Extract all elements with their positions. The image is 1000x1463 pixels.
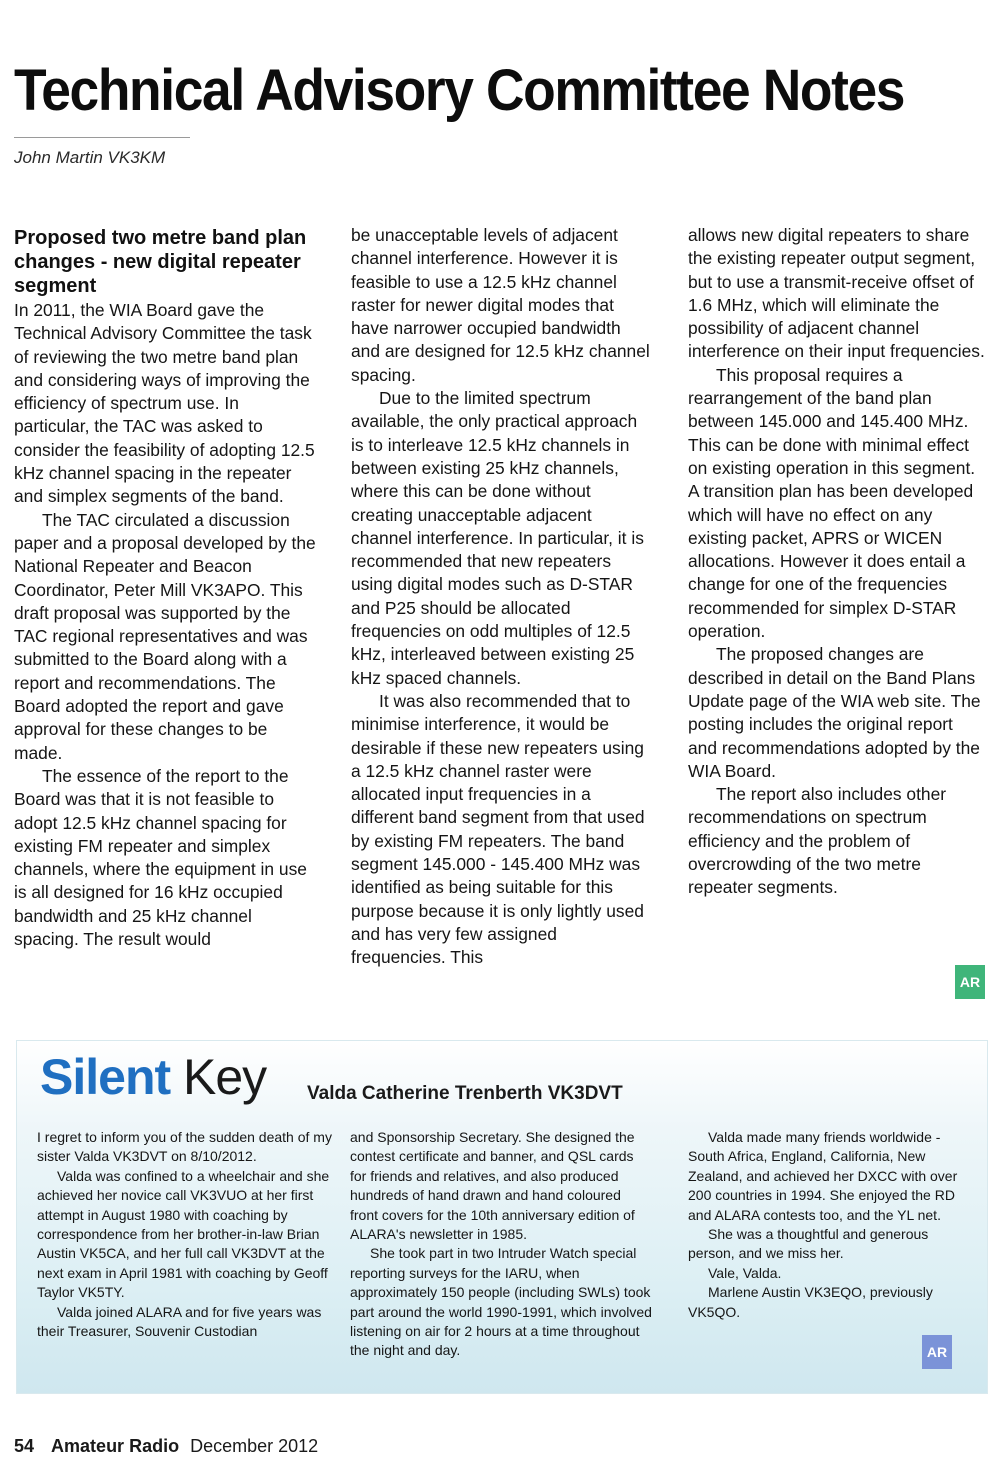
page-number: 54 — [14, 1436, 35, 1456]
paragraph: I regret to inform you of the sudden death of my sister Valda VK3DVT on 8/10/2012. — [37, 1129, 332, 1165]
paragraph: Marlene Austin VK3EQO, previously VK5QO. — [688, 1284, 933, 1320]
issue-date: December 2012 — [190, 1436, 319, 1456]
paragraph: be unacceptable levels of adjacent channel interference. However it is feasible to use a 12.5 kHz channel raster for newer digital modes that have narrower occupied bandwidth and are designed for 12.5 kHz channel spacing. — [351, 225, 650, 385]
paragraph: The TAC circulated a discussion paper and a proposal developed by the National Repeater and Beacon Coordinator, Peter Mill VK3APO. This draft proposal was supported by the TAC regional representatives and was submitted to the Board along with a report and recommendations. The Board adopted the report and gave approval for these changes to be made. — [14, 509, 316, 763]
silent-key-name: Valda Catherine Trenberth VK3DVT — [307, 1083, 623, 1104]
paragraph: Vale, Valda. — [708, 1264, 782, 1281]
paragraph: Valda was confined to a wheelchair and she achieved her novice call VK3VUO at her first attempt in August 1980 with coaching by correspondence from her brother-in-law Brian Austin VK5CA, and her full call VK3DVT at the next exam in April 1981 with coaching by Geoff Taylor VK5TY. — [37, 1167, 330, 1301]
paragraph: It was also recommended that to minimise interference, it would be desirable if these new repeaters using a 12.5 kHz channel raster were allocated input frequencies in a different band segment from that used by existing FM repeaters. The band segment 145.000 - 145.400 MHz was identified as being suitable for this purpose because it is only lightly used and has very few assigned frequencies. This — [351, 690, 645, 968]
ar-end-mark-icon: AR — [955, 965, 985, 999]
silent-key-column-1 — [37, 1128, 337, 1341]
article-column-3 — [688, 224, 986, 900]
article-column-2 — [351, 224, 653, 970]
paragraph: The report also includes other recommendations on spectrum efficiency and the problem of overcrowding of the two metre repeater segments. — [688, 784, 947, 898]
article-title: Technical Advisory Committee Notes — [14, 58, 905, 123]
author-byline: John Martin VK3KM — [14, 148, 166, 167]
page-footer — [14, 1436, 318, 1457]
ar-end-mark-icon: AR — [922, 1335, 952, 1369]
paragraph: The proposed changes are described in detail on the Band Plans Update page of the WIA web site. The posting includes the original report and recommendations adopted by the WIA Board. — [688, 644, 981, 781]
paragraph: Valda made many friends worldwide - South Africa, England, California, New Zealand, and achieved her DXCC with over 200 countries in 1994. She enjoyed the RD and ALARA contests too, and the YL net. — [688, 1129, 958, 1223]
paragraph: allows new digital repeaters to share the existing repeater output segment, but to use a transmit-receive offset of 1.6 MHz, which will eliminate the possibility of adjacent channel interference on their input frequencies. — [688, 225, 985, 362]
magazine-name: Amateur Radio — [51, 1436, 180, 1456]
paragraph: She was a thoughtful and generous person, and we miss her. — [688, 1226, 929, 1262]
paragraph: Due to the limited spectrum available, the only practical approach is to interleave 12.5 kHz channels in between existing 25 kHz channels, where this can be done without creating unacceptable adjacent channel interference. In particular, it is recommended that new repeaters using digital modes such as D-STAR and P25 should be allocated frequencies on odd multiples of 12.5 kHz, interleaved between existing 25 kHz spaced channels. — [351, 388, 644, 688]
paragraph: and Sponsorship Secretary. She designed the contest certificate and banner, and QSL cards for friends and relatives, and also produced hundreds of hand drawn and hand coloured front covers for the 10th anniversary edition of ALARA's newsletter in 1985. — [350, 1129, 635, 1243]
article-subheading: Proposed two metre band plan changes - new digital repeater segment — [14, 227, 307, 297]
article-column-1 — [14, 226, 319, 951]
silent-key-heading-light: Key — [183, 1049, 267, 1105]
title-divider — [14, 137, 190, 138]
silent-key-column-3 — [688, 1128, 968, 1322]
paragraph: Valda joined ALARA and for five years was their Treasurer, Souvenir Custodian — [37, 1303, 322, 1340]
paragraph: She took part in two Intruder Watch special reporting surveys for the IARU, when approximately 150 people (including SWLs) took part around the world 1990-1991, which involved listening on air for 2 hours at a time throughout the night and day. — [350, 1245, 652, 1359]
paragraph: The essence of the report to the Board was that it is not feasible to adopt 12.5 kHz channel spacing for existing FM repeater and simplex channels, where the equipment in use is all designed for 16 kHz occupied bandwidth and 25 kHz channel spacing. The result would — [14, 765, 307, 950]
paragraph: In 2011, the WIA Board gave the Technical Advisory Committee the task of reviewing the two metre band plan and considering ways of improving the efficiency of spectrum use. In particular, the TAC was asked to consider the feasibility of adopting 12.5 kHz channel spacing in the repeater and simplex segments of the band. — [14, 300, 315, 507]
silent-key-column-2 — [350, 1128, 652, 1361]
paragraph: This proposal requires a rearrangement of the band plan between 145.000 and 145.400 MHz. This can be done with minimal effect on existing operation in this segment. A transition plan has been developed which will have no effect on any existing packet, APRS or WICEN allocations. However it does entail a change for one of the frequencies recommended for simplex D-STAR operation. — [688, 364, 976, 642]
silent-key-heading-bold: Silent — [40, 1049, 171, 1105]
